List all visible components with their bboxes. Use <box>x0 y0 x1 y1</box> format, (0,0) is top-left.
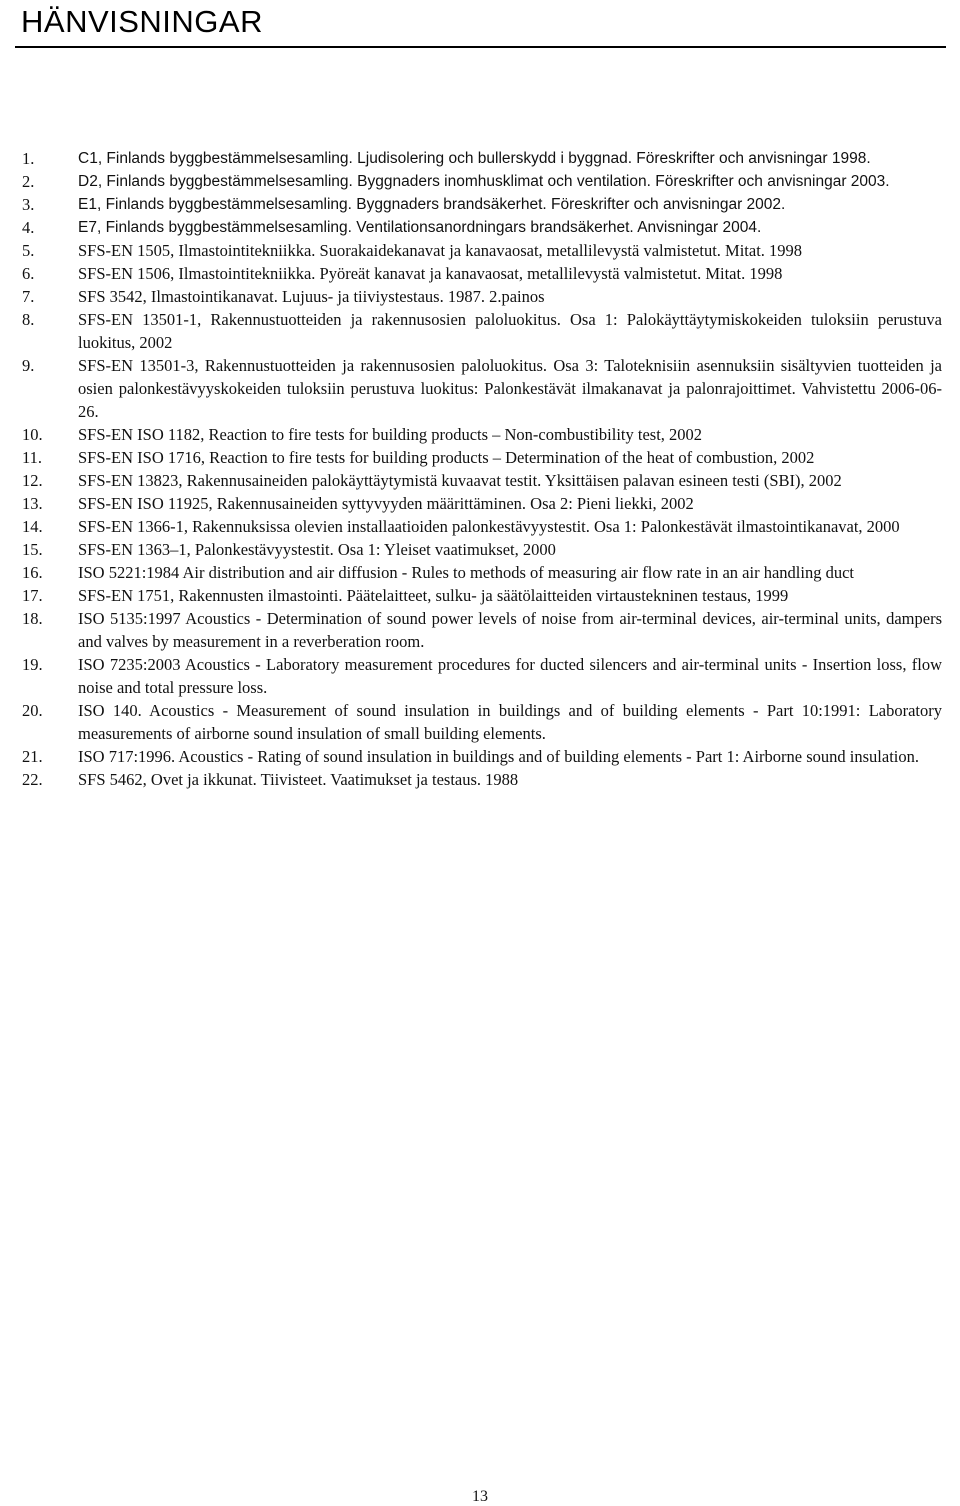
reference-item <box>22 446 942 469</box>
reference-number: 17. <box>22 586 43 605</box>
reference-text: ISO 5135:1997 Acoustics - Determination of sound power levels of noise from air-terminal devices, air-terminal units, dampers and valves by measurement in a reverberation room. <box>78 609 942 651</box>
reference-number: 3. <box>22 195 35 214</box>
reference-item <box>22 170 942 193</box>
reference-number: 1. <box>22 149 35 168</box>
reference-text: SFS 3542, Ilmastointikanavat. Lujuus- ja tiiviystestaus. 1987. 2.painos <box>78 287 545 306</box>
reference-text: E7, Finlands byggbestämmelsesamling. Ventilationsanordningars brandsäkerhet. Anvisningar 2004. <box>78 219 762 236</box>
reference-text: ISO 140. Acoustics - Measurement of sound insulation in buildings and of building elements - Part 10:1991: Laboratory measurements of airborne sound insulation of small building elements. <box>78 701 942 743</box>
page-number: 13 <box>472 1488 488 1505</box>
reference-text: SFS 5462, Ovet ja ikkunat. Tiivisteet. Vaatimukset ja testaus. 1988 <box>78 770 519 789</box>
reference-text: E1, Finlands byggbestämmelsesamling. Byggnaders brandsäkerhet. Föreskrifter och anvisningar 2002. <box>78 196 786 213</box>
reference-number: 10. <box>22 425 43 444</box>
reference-item <box>22 768 942 791</box>
reference-item <box>22 285 942 308</box>
reference-text: SFS-EN 1363–1, Palonkestävyystestit. Osa 1: Yleiset vaatimukset, 2000 <box>78 540 556 559</box>
reference-text: SFS-EN ISO 1716, Reaction to fire tests for building products – Determination of the heat of combustion, 2002 <box>78 448 815 467</box>
reference-number: 2. <box>22 172 35 191</box>
reference-number: 13. <box>22 494 43 513</box>
reference-text: C1, Finlands byggbestämmelsesamling. Ljudisolering och bullerskydd i byggnad. Föreskrifter och anvisningar 1998. <box>78 150 871 167</box>
reference-item <box>22 538 942 561</box>
reference-item <box>22 262 942 285</box>
reference-item <box>22 308 942 354</box>
reference-text: ISO 7235:2003 Acoustics - Laboratory measurement procedures for ducted silencers and air-terminal units - Insertion loss, flow noise and total pressure loss. <box>78 655 942 697</box>
reference-item <box>22 193 942 216</box>
reference-number: 15. <box>22 540 43 559</box>
reference-text: SFS-EN ISO 1182, Reaction to fire tests for building products – Non-combustibility test, 2002 <box>78 425 703 444</box>
reference-text: SFS-EN 13823, Rakennusaineiden palokäyttäytymistä kuvaavat testit. Yksittäisen palavan esineen testi (SBI), 2002 <box>78 471 842 490</box>
reference-item <box>22 653 942 699</box>
reference-item <box>22 607 942 653</box>
reference-item <box>22 216 942 239</box>
reference-text: SFS-EN 1506, Ilmastointitekniikka. Pyöreät kanavat ja kanavaosat, metallilevystä valmistetut. Mitat. 1998 <box>78 264 783 283</box>
reference-text: ISO 5221:1984 Air distribution and air diffusion - Rules to methods of measuring air flow rate in an air handling duct <box>78 563 854 582</box>
reference-text: SFS-EN 1366-1, Rakennuksissa olevien installaatioiden palonkestävyystestit. Osa 1: Palonkestävät ilmastointikanavat, 2000 <box>78 517 900 536</box>
reference-item <box>22 354 942 423</box>
reference-item <box>22 492 942 515</box>
reference-text: SFS-EN ISO 11925, Rakennusaineiden syttyvyyden määrittäminen. Osa 2: Pieni liekki, 2002 <box>78 494 694 513</box>
reference-number: 8. <box>22 310 35 329</box>
reference-item <box>22 147 942 170</box>
reference-item <box>22 745 942 768</box>
reference-number: 16. <box>22 563 43 582</box>
reference-number: 19. <box>22 655 43 674</box>
reference-text: SFS-EN 13501-3, Rakennustuotteiden ja rakennusosien paloluokitus. Osa 3: Taloteknisiin asennuksiin sisältyvien tuotteiden ja osien palonkestävyyskokeiden tuloksiin perustuva luokitus: Palonkestävät ilmakanavat ja palonrajoittimet. Vahvistettu 2006-06-26. <box>78 356 942 421</box>
reference-number: 4. <box>22 218 35 237</box>
reference-list <box>22 147 942 791</box>
reference-text: D2, Finlands byggbestämmelsesamling. Byggnaders inomhusklimat och ventilation. Föreskrifter och anvisningar 2003. <box>78 173 890 190</box>
reference-item <box>22 515 942 538</box>
reference-text: SFS-EN 13501-1, Rakennustuotteiden ja rakennusosien paloluokitus. Osa 1: Palokäyttäytymiskokeiden tuloksiin perustuva luokitus, 2002 <box>78 310 942 352</box>
reference-item <box>22 584 942 607</box>
reference-text: ISO 717:1996. Acoustics - Rating of sound insulation in buildings and of building elements - Part 1: Airborne sound insulation. <box>78 747 919 766</box>
reference-number: 7. <box>22 287 35 306</box>
reference-number: 21. <box>22 747 43 766</box>
reference-number: 11. <box>22 448 43 467</box>
reference-number: 14. <box>22 517 43 536</box>
reference-item <box>22 699 942 745</box>
heading-underline <box>15 46 946 48</box>
reference-number: 12. <box>22 471 43 490</box>
reference-number: 18. <box>22 609 43 628</box>
reference-number: 5. <box>22 241 35 260</box>
reference-number: 20. <box>22 701 43 720</box>
reference-item <box>22 239 942 262</box>
reference-item <box>22 423 942 446</box>
reference-number: 22. <box>22 770 43 789</box>
reference-number: 9. <box>22 356 35 375</box>
reference-item <box>22 561 942 584</box>
reference-text: SFS-EN 1505, Ilmastointitekniikka. Suorakaidekanavat ja kanavaosat, metallilevystä valmistetut. Mitat. 1998 <box>78 241 803 260</box>
reference-text: SFS-EN 1751, Rakennusten ilmastointi. Päätelaitteet, sulku- ja säätölaitteiden virtaustekninen testaus, 1999 <box>78 586 789 605</box>
reference-number: 6. <box>22 264 35 283</box>
reference-item <box>22 469 942 492</box>
page-heading: HÄNVISNINGAR <box>21 4 263 39</box>
